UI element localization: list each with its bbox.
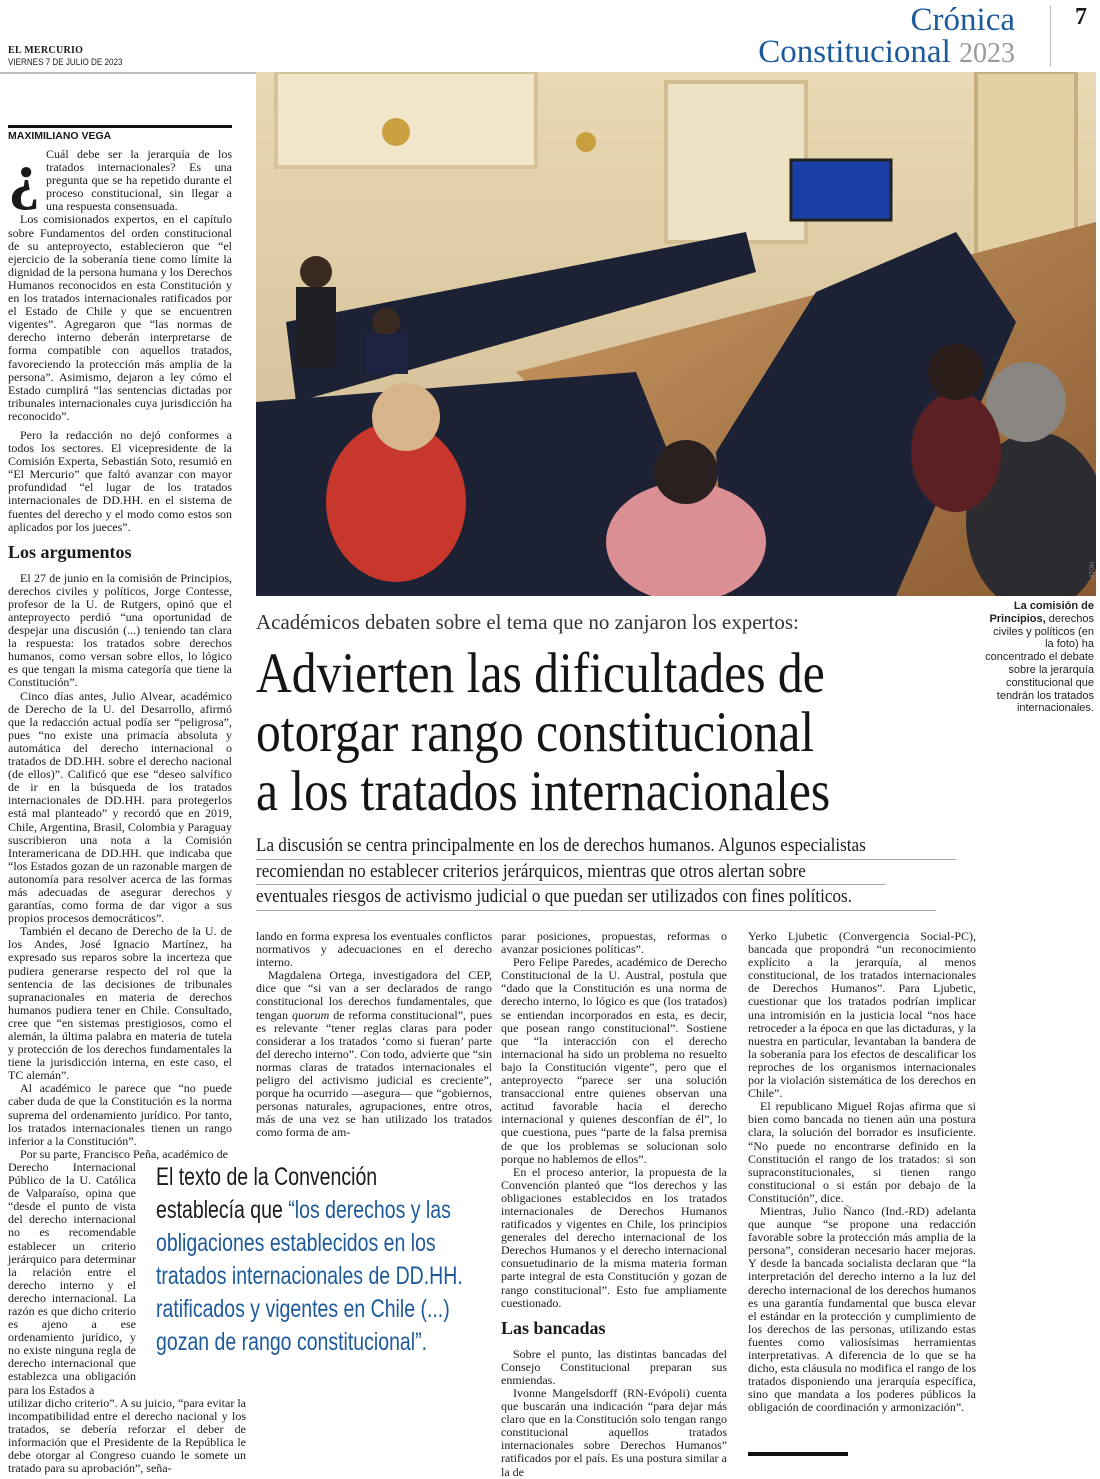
body-paragraph: Derecho Internacional Público de la U. Católica de Valparaíso, opina que “desde el punto de vista del derecho internacional no es recomendable establecer un criterio jerárquico para determinar la relación entre el derecho interno y el derecho internacional. La razón es que dicho criterio es ajeno a ese ordenamiento jurídico, y no existe ninguna regla de derecho internacional que establezca una obligación para los Estados a [8,1159,136,1397]
subheading-las-bancadas: Las bancadas [501,1317,606,1338]
body-paragraph: Al académico le parece que “no puede caber duda de que la Constitución es la norma suprema del ordenamiento jurídico. Por tanto, los tratados internacionales tienen un rango inferior a la Constitución”. [8,1081,232,1148]
section-year: 2023 [959,38,1015,69]
body-paragraph: También el decano de Derecho de la U. de los Andes, José Ignacio Martínez, ha expresado sus reparos sobre la incerteza que pudiera generarse respecto del rol que la sentencia de las decisiones de tribunales supranacionales en materia de derechos humanos pudiera tener en Chile. Consultado, cree que “en sistemas prestigiosos, como el alemán, la última palabra en materia de tutela y protección de los derechos fundamentales la tiene la jurisdicción interna, en este caso, el TC alemán”. [8,924,232,1083]
subheading-los-argumentos: Los argumentos [8,541,132,562]
body-paragraph: Por su parte, Francisco Peña, académico de [20,1146,228,1161]
article-column-3 [501,930,727,1479]
headline [256,644,830,821]
body-paragraph: En el proceso anterior, la propuesta de la Convención planteó que “los derechos y las obligaciones establecidos en los tratados internacionales de Derechos Humanos ratificados y vigentes en Chile, los principios generales del derecho internacional de los Derechos Humanos y el derecho internacional consuetudinario de la misma materia forman parte integral de esta Constitución y gozan de rango constitucional”. Esto fue ampliamente cuestionado. [501,1164,727,1310]
body-paragraph: Pero Felipe Paredes, académico de Derecho Constitucional de la U. Austral, postula que “dado que la Constitución es una norma de derecho interno, lo lógico es que (los tratados) se entiendan incorporados en esta, es decir, que posean rango constitucional”. Sostiene que “la interacción con el derecho internacional ha sido un problema no resuelto bajo la Constitución vigente”, pero que el anteproyecto “parece ser una solución transaccional entre quienes observan una actitud favorable hacia el derecho internacional y quienes desconfían de él”, lo que cuestiona, pues “parte de la falsa premisa de que los problemas se solucionan solo porque no hablemos de ellos”. [501,955,727,1166]
deck-text: eventuales riesgos de activismo judicial o que puedan ser utilizados con fines políticos. [256,886,852,907]
article-deck [256,834,956,911]
caption-lead: La comisión de Principios, [989,600,1094,625]
meeting-photo-image [256,72,1096,596]
pull-quote-line: gozan de rango constitucional”. [156,1327,428,1356]
body-paragraph: parar posiciones, propuestas, reformas o avanzar posiciones políticas”. [501,929,727,957]
byline: MAXIMILIANO VEGA [8,130,112,142]
headline-line: otorgar rango constitucional [256,701,815,764]
body-paragraph: Cinco días antes, Julio Alvear, académico de Derecho de la U. del Desarrollo, afirmó que la redacción actual podía ser “peligrosa”, pues “no existe una primacía absoluta y automática del derecho internacional o tratados de DD.HH. sobre el derecho nacional (de ellos)”. Calificó que ese “deseo salvífico de ir en la búsqueda de los tratados internacionales de DD.HH. para protegerlos está mal planteado” y recordó que en 2019, Chile, Argentina, Brasil, Colombia y Paraguay suscribieron una nota a la Comisión Interamericana de DD.HH. que indicaba que “los Estados gozan de un razonable margen de autonomía para resolver acerca de las formas más adecuadas de asegurar derechos y garantías, como forma de dar vigor a sus propios procesos democráticos”. [8,688,232,926]
publication-date: VIERNES 7 DE JULIO DE 2023 [8,57,123,68]
article-column-1-bottom [8,1397,246,1476]
pull-quote-line: ratificados y vigentes en Chile (...) [156,1294,450,1323]
pull-quote-line: tratados internacionales de DD.HH. [156,1261,463,1290]
article-column-1 [8,140,232,1161]
newspaper-name: EL MERCURIO [8,45,84,56]
article-column-1-narrow [8,1161,136,1397]
section-title-word: Constitucional [758,34,951,70]
intro-paragraph [8,140,232,214]
body-paragraph: utilizar dicho criterio”. A su juicio, “para evitar la incompatibilidad entre el derecho nacional y los tratados, se debería reforzar el deber de información que el Presidente de la República le debe otorgar al Congreso cuando le somete un tratado para su aprobación”, seña- [8,1395,246,1476]
deck-line [256,860,886,886]
article-column-4 [748,930,976,1414]
body-paragraph: lando en forma expresa los eventuales conflictos normativos y adecuaciones en el derecho interno. [256,929,492,970]
deck-line [256,885,936,911]
headline-line: a los tratados internacionales [256,760,831,823]
deck-line [256,834,956,860]
photo-credit: ATON [1090,561,1096,578]
article-column-2 [256,930,492,1140]
body-paragraph: Mientras, Julio Ñanco (Ind.-RD) adelanta que aunque “se propone una redacción favorable sobre la protección más amplia de la persona”, consideran necesario hacer mejoras. Y desde la bancada socialista declaran que “la interpretación del derecho interno a la luz del derecho internacional de los derechos humanos es una garantía fundamental que busca elevar el estándar en la protección y cumplimiento de los derechos de las personas, utilizando estas fuentes como valiosísimas herramientas interpretativas. A diferencia de lo que se ha dicho, esta cláusula no modifica el rango de los tratados disponiendo una jerarquía específica, sino que mandata a los poderes públicos la obligación de coordinación y armonización”. [748,1203,976,1415]
body-text: Magdalena Ortega, investigadora del CEP, dice que “si van a ser declarados de rango constitucional los derechos fundamentales, que tengan [256,968,492,1022]
body-paragraph: Ivonne Mangelsdorff (RN-Evópoli) cuenta que buscarán una indicación “para dejar más claro que en la Constitución solo tengan rango constitucional aquellos tratados internacionales sobre Derechos Humanos” ratificados por el país. Es una postura similar a la de [501,1386,727,1479]
deck-text: La discusión se centra principalmente en los de derechos humanos. Algunos especialistas [256,835,866,856]
body-paragraph: Pero la redacción no dejó conformes a todos los sectores. El vicepresidente de la Comisión Experta, Sebastián Soto, resumió en “El Mercurio” que faltó avanzar con mayor profundidad “el lugar de los tratados internacionales de DD.HH. en el sistema de fuentes del derecho y el modo como estos son aplicados por los jueces”. [8,427,232,534]
header-divider [0,72,256,74]
photo-caption [985,600,1094,715]
body-paragraph: Sobre el punto, las distintas bancadas del Consejo Constitucional preparan sus enmiendas. [501,1346,727,1387]
section-title-line2 [700,34,1015,72]
headline-kicker: Académicos debaten sobre el tema que no zanjaron los expertos: [256,610,799,634]
pull-quote-highlight: “los derechos y las [288,1195,451,1224]
page-number: 7 [1075,4,1087,30]
italic-term: quorum [291,1007,330,1022]
section-title-line1: Crónica [910,2,1015,38]
body-paragraph [256,969,492,1139]
body-text: de reforma constitucional”, pues es relevante “tener reglas claras para poder considerar a los tratados ‘como si fueran’ parte del derecho interno”. Con todo, advierte que “sin normas claras de tratados internacionales el peligro del activismo judicial es creciente”, porque ha ocurrido —asegura— que “gobiernos, personas naturales, agrupaciones, entre otros, más de una vez se han utilizado los tratados como forma de am- [256,1007,492,1140]
byline-rule [8,125,232,128]
pull-quote-line: El texto de la Convención [156,1162,378,1191]
caption-text: derechos civiles y políticos (en la foto) ha concentrado el debate sobre la jerarquía constitucional que tendrán los tratados internacionales. [985,612,1094,715]
body-paragraph: El republicano Miguel Rojas afirma que si bien como bancada no tienen aún una postura clara, la solución del borrador es insuficiente. “No puede no encontrarse definido en la Constitución el rango de los tratados: si son supraconstitucionales, si tienen rango constitucional o si están por debajo de la Constitución”, dice. [748,1099,976,1205]
body-paragraph: Yerko Ljubetic (Convergencia Social-PC), bancada que propondrá “un reconocimiento explícito a la jerarquía, al menos constitucional, de los tratados internacionales de Derechos Humanos”. Para Ljubetic, cuestionar que los tratados podrían implicar una intromisión en la justicia local “nos hace retroceder a la época en que las dictaduras, y la nuestra en particular, levantaban la bandera de la soberanía para los efectos de descalificar los reproches de los organismos internacionales por la violación sistemática de los derechos en Chile”. [748,929,976,1101]
drop-cap: ¿ [8,140,40,211]
meeting-photo [256,72,1096,596]
pull-quote-line: obligaciones establecidos en los [156,1228,436,1257]
headline-line: Advierten las dificultades de [256,642,825,705]
intro-text: Cuál debe ser la jerarquía de los tratados internacionales? Es una pregunta que se ha repetido durante el proceso constitucional, sin llegar a una respuesta consensuada. [46,147,232,214]
deck-text: recomiendan no establecer criterios jerárquicos, mientras que otros alertan sobre [256,860,806,882]
pull-quote-text: establecía que [156,1195,289,1224]
header-vertical-divider [1050,6,1051,66]
pull-quote [156,1161,468,1359]
body-paragraph: Los comisionados expertos, en el capítulo sobre Fundamentos del orden constitucional de su anteproyecto, establecieron que “el ejercicio de la soberanía tiene como límite la dignidad de la persona humana y los Derechos Humanos reconocidos en esta Constitución y en los tratados internacionales ratificados por el Estado de Chile y que se encuentren vigentes”. Agregaron que “las normas de derecho interno deberán interpretarse de forma compatible con aquellos tratados, favoreciendo la protección más amplia de la persona”. Asimismo, dejaron a ley cómo el Estado cumplirá “las sentencias dictadas por tribunales internacionales cuya jurisdicción ha reconocido”. [8,212,232,423]
body-paragraph: El 27 de junio en la comisión de Principios, derechos civiles y políticos, Jorge Contesse, profesor de la U. de Rutgers, opinó que el anteproyecto perdió “una oportunidad de despejar una discusión (...) teniendo tan clara la respuesta: los tratados sobre derechos humanos, como versan sobre ellos, lo lógico es que tengan la misma categoría que tiene la Constitución”. [8,570,232,690]
pull-quote-line [156,1194,468,1227]
article-end-rule [748,1452,848,1456]
